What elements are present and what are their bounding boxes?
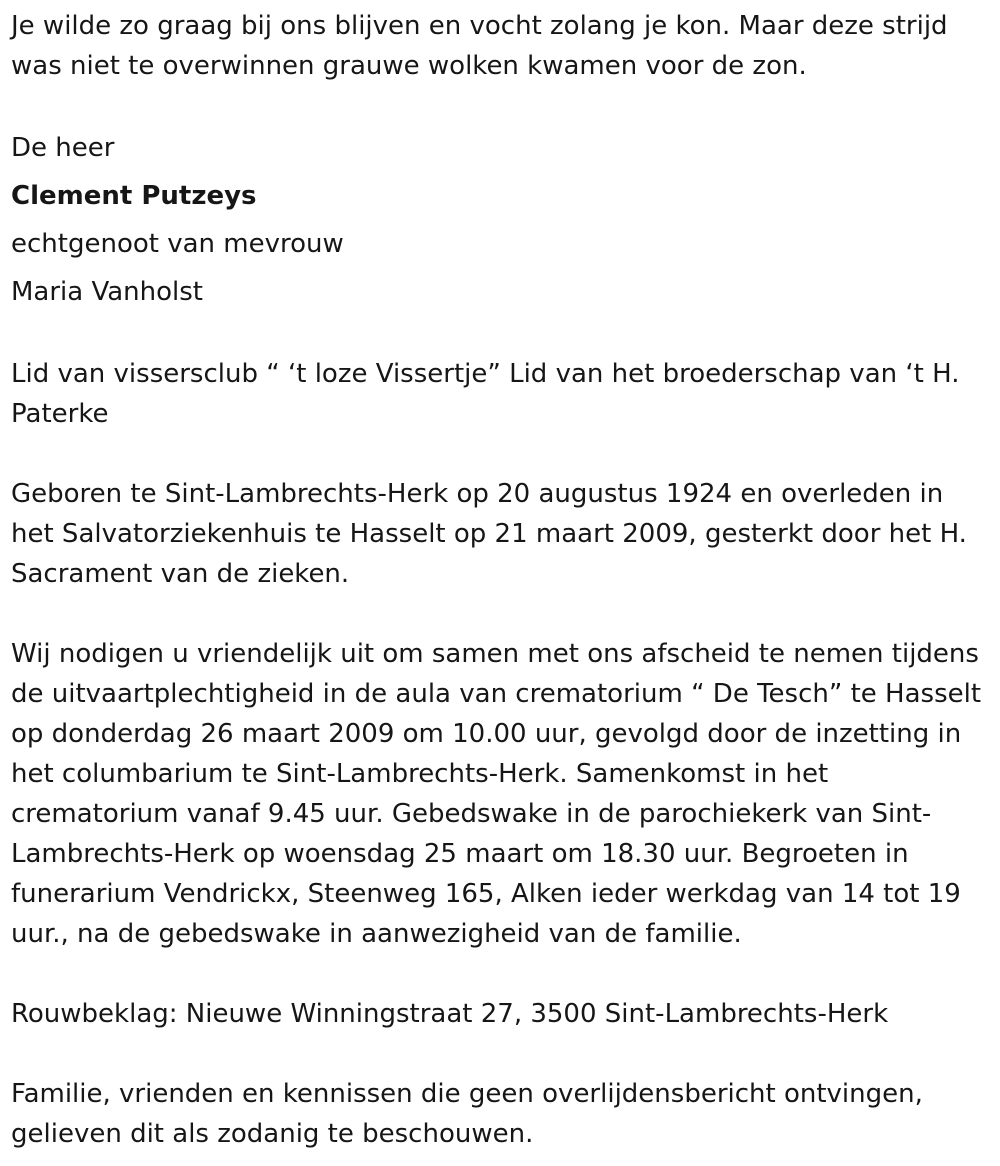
relation-line: echtgenoot van mevrouw — [11, 229, 344, 259]
spacer — [11, 1034, 991, 1074]
spacer — [11, 954, 991, 994]
invitation-paragraph: Wij nodigen u vriendelijk uit om samen met ons afscheid te nemen tijdens de uitvaartplechtigheid in de aula van crematorium “ De Tesch” te Hasselt op donderdag 26 maart 2009 om 10.00 uur, gevolgd door de inzetting in het columbarium te Sint-Lambrechts-Herk. Samenkomst in het crematorium vanaf 9.45 uur. Gebedswake in de parochiekerk van Sint-Lambrechts-Herk op woensdag 25 maart om 18.30 uur. Begroeten in funerarium Vendrickx, Steenweg 165, Alken ieder werkdag van 14 tot 19 uur., na de gebedswake in aanwezigheid van de familie. — [11, 639, 982, 949]
condolence-address: Rouwbeklag: Nieuwe Winningstraat 27, 3500 Sint-Lambrechts-Herk — [11, 999, 889, 1029]
obituary-text — [11, 6, 991, 1154]
spacer — [11, 434, 991, 474]
spacer — [11, 86, 991, 124]
deceased-name: Clement Putzeys — [11, 181, 257, 211]
spacer — [11, 316, 991, 354]
intro-paragraph: Je wilde zo graag bij ons blijven en vocht zolang je kon. Maar deze strijd was niet te overwinnen grauwe wolken kwamen voor de zon. — [11, 11, 948, 81]
spacer — [11, 594, 991, 634]
memberships-paragraph: Lid van vissersclub “ ‘t loze Vissertje” Lid van het broederschap van ‘t H. Paterke — [11, 359, 960, 429]
closing-paragraph: Familie, vrienden en kennissen die geen overlijdensbericht ontvingen, gelieven dit als zodanig te beschouwen. — [11, 1079, 923, 1149]
birth-death-paragraph: Geboren te Sint-Lambrechts-Herk op 20 augustus 1924 en overleden in het Salvatorziekenhuis te Hasselt op 21 maart 2009, gesterkt door het H. Sacrament van de zieken. — [11, 479, 967, 589]
spouse-name: Maria Vanholst — [11, 277, 204, 307]
title-line: De heer — [11, 133, 115, 163]
